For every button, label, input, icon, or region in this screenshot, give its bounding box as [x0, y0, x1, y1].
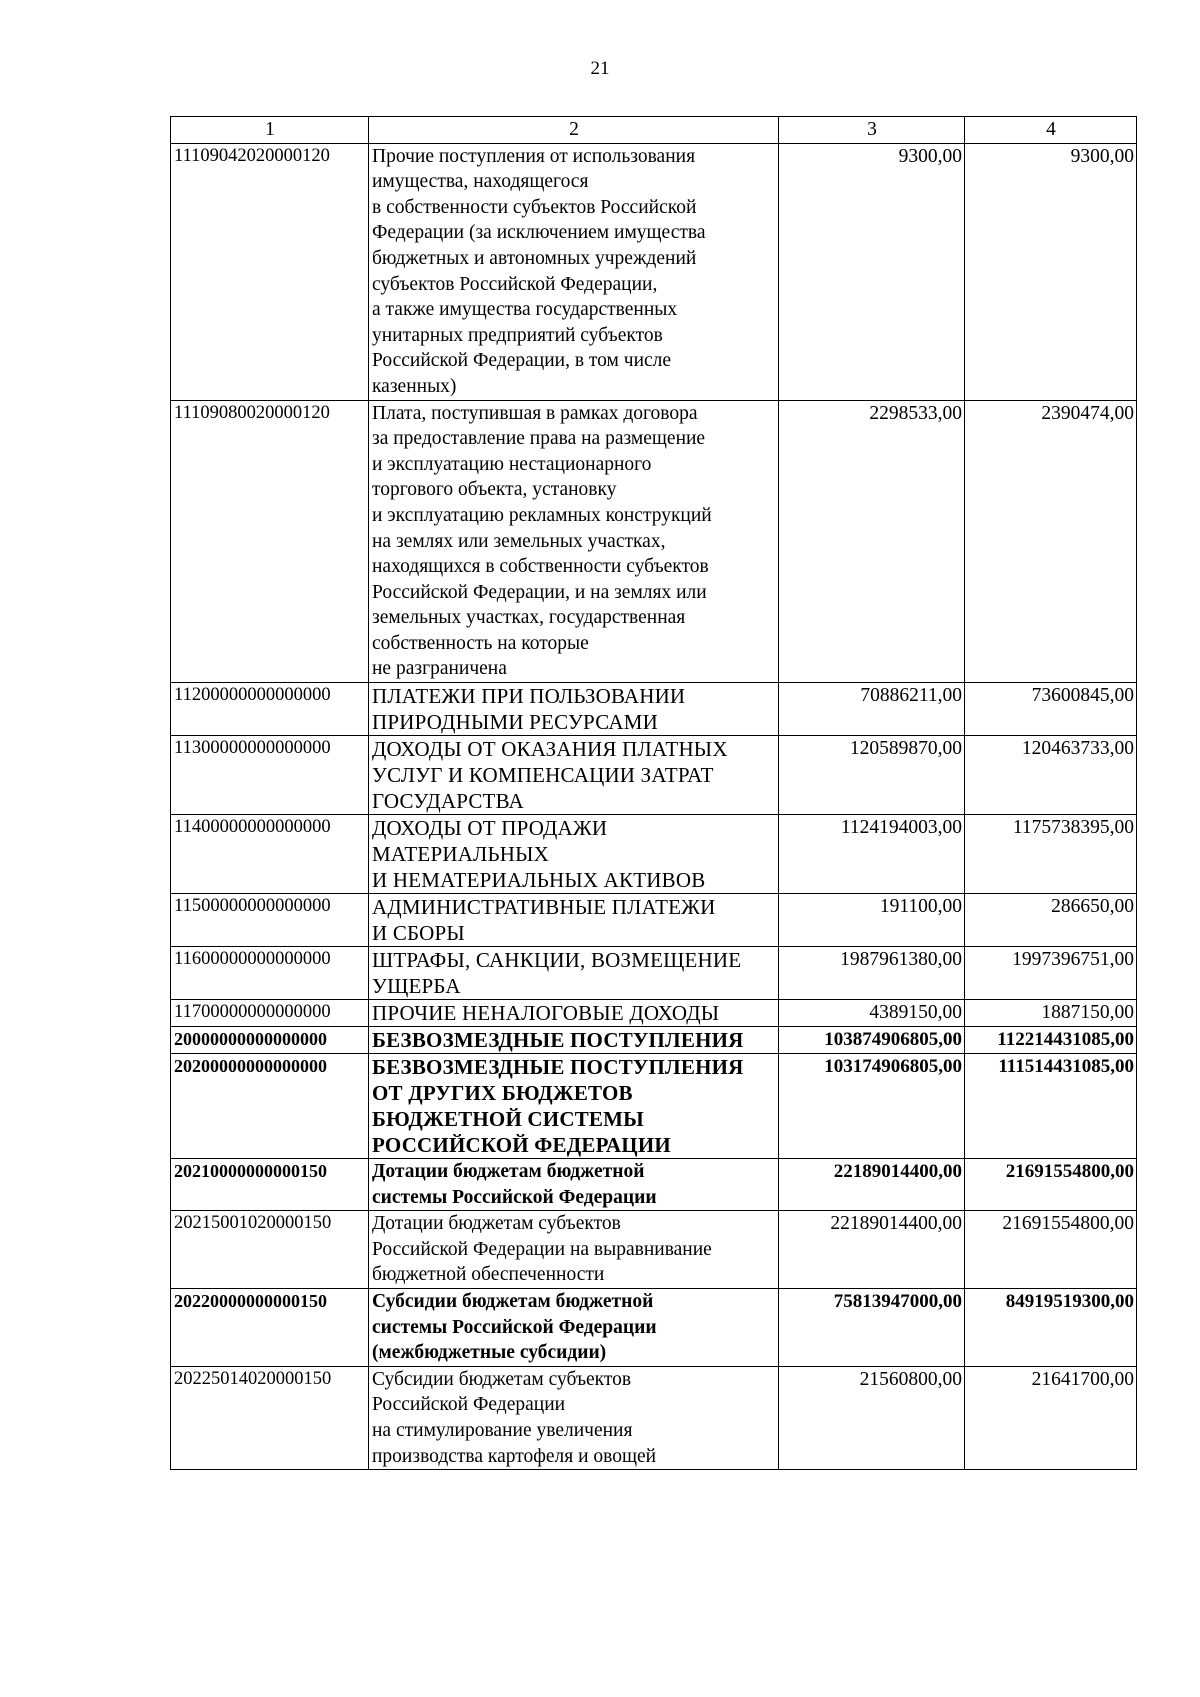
amount-col3-cell: 22189014400,00 — [779, 1159, 965, 1211]
column-header-4: 4 — [965, 117, 1137, 144]
table-row — [171, 1054, 1137, 1159]
amount-col4-cell: 111514431085,00 — [965, 1054, 1137, 1159]
budget-code-cell: 11109080020000120 — [171, 400, 369, 683]
revenue-name-text: БЕЗВОЗМЕЗДНЫЕ ПОСТУПЛЕНИЯ — [372, 1028, 744, 1053]
budget-code-cell: 11300000000000000 — [171, 736, 369, 815]
table-row — [171, 1366, 1137, 1469]
budget-code-cell: 11400000000000000 — [171, 815, 369, 894]
amount-col4-cell: 73600845,00 — [965, 683, 1137, 736]
amount-col3-cell: 9300,00 — [779, 143, 965, 400]
revenue-name-cell — [369, 815, 779, 894]
revenue-name-cell — [369, 1159, 779, 1211]
budget-code-cell: 11109042020000120 — [171, 143, 369, 400]
revenue-name-text: Плата, поступившая в рамках договора за предоставление права на размещение и эксплуатацию нестационарного торгового объекта, установку и эксплуатацию рекламных конструкций на землях или земельных участках, находящихся в собственности субъектов Российской Федерации, и на землях или земельных участках, государственная собственность на которые не разграничена — [372, 402, 712, 680]
amount-col4-cell: 9300,00 — [965, 143, 1137, 400]
table-row — [171, 1289, 1137, 1367]
budget-code-cell: 20220000000000150 — [171, 1289, 369, 1367]
page-number: 21 — [590, 58, 610, 79]
revenue-name-cell — [369, 1289, 779, 1367]
amount-col4-cell: 1887150,00 — [965, 1000, 1137, 1027]
budget-code-cell: 20210000000000150 — [171, 1159, 369, 1211]
amount-col4-cell: 1997396751,00 — [965, 947, 1137, 1000]
revenue-name-text: ПЛАТЕЖИ ПРИ ПОЛЬЗОВАНИИ ПРИРОДНЫМИ РЕСУРСАМИ — [372, 684, 686, 735]
budget-code-cell: 20225014020000150 — [171, 1366, 369, 1469]
table-row — [171, 143, 1137, 400]
revenue-name-text: ПРОЧИЕ НЕНАЛОГОВЫЕ ДОХОДЫ — [372, 1001, 720, 1026]
revenue-name-cell — [369, 736, 779, 815]
amount-col4-cell: 84919519300,00 — [965, 1289, 1137, 1367]
amount-col3-cell: 191100,00 — [779, 894, 965, 947]
table-row — [171, 947, 1137, 1000]
amount-col3-cell: 75813947000,00 — [779, 1289, 965, 1367]
amount-col3-cell: 120589870,00 — [779, 736, 965, 815]
amount-col4-cell: 286650,00 — [965, 894, 1137, 947]
amount-col3-cell: 70886211,00 — [779, 683, 965, 736]
revenue-name-cell — [369, 894, 779, 947]
amount-col3-cell: 22189014400,00 — [779, 1211, 965, 1289]
revenue-name-text: Прочие поступления от использования имущества, находящегося в собственности субъектов Российской Федерации (за исключением имущества бюджетных и автономных учреждений субъектов Российской Федерации, а также имущества государственных унитарных предприятий субъектов Российской Федерации, в том числе казенных) — [372, 145, 706, 397]
revenue-name-text: Дотации бюджетам субъектов Российской Федерации на выравнивание бюджетной обеспеченности — [372, 1213, 712, 1286]
amount-col3-cell: 1124194003,00 — [779, 815, 965, 894]
table-row — [171, 736, 1137, 815]
table-row — [171, 1000, 1137, 1027]
revenue-name-cell — [369, 683, 779, 736]
column-header-3: 3 — [779, 117, 965, 144]
budget-code-cell: 11500000000000000 — [171, 894, 369, 947]
table-row — [171, 400, 1137, 683]
revenue-name-text: Дотации бюджетам бюджетной системы Российской Федерации — [372, 1161, 657, 1208]
table-row — [171, 1211, 1137, 1289]
budget-code-cell: 11600000000000000 — [171, 947, 369, 1000]
revenue-name-cell — [369, 400, 779, 683]
revenue-name-cell — [369, 1054, 779, 1159]
amount-col4-cell: 2390474,00 — [965, 400, 1137, 683]
column-header-1: 1 — [171, 117, 369, 144]
revenue-name-text: ДОХОДЫ ОТ ОКАЗАНИЯ ПЛАТНЫХ УСЛУГ И КОМПЕНСАЦИИ ЗАТРАТ ГОСУДАРСТВА — [372, 737, 728, 814]
amount-col3-cell: 21560800,00 — [779, 1366, 965, 1469]
budget-code-cell: 20000000000000000 — [171, 1027, 369, 1054]
revenue-name-cell — [369, 1000, 779, 1027]
table-row — [171, 1159, 1137, 1211]
amount-col4-cell: 21691554800,00 — [965, 1159, 1137, 1211]
amount-col4-cell: 112214431085,00 — [965, 1027, 1137, 1054]
amount-col3-cell: 2298533,00 — [779, 400, 965, 683]
revenue-name-text: ДОХОДЫ ОТ ПРОДАЖИ МАТЕРИАЛЬНЫХ И НЕМАТЕРИАЛЬНЫХ АКТИВОВ — [372, 816, 706, 893]
revenue-name-cell — [369, 1211, 779, 1289]
table-row — [171, 683, 1137, 736]
table-header-row — [171, 117, 1137, 144]
revenue-table — [170, 116, 1137, 1470]
revenue-name-text: Субсидии бюджетам бюджетной системы Российской Федерации (межбюджетные субсидии) — [372, 1291, 657, 1364]
budget-code-cell: 11700000000000000 — [171, 1000, 369, 1027]
revenue-name-cell — [369, 143, 779, 400]
budget-code-cell: 11200000000000000 — [171, 683, 369, 736]
amount-col4-cell: 21641700,00 — [965, 1366, 1137, 1469]
revenue-name-cell — [369, 947, 779, 1000]
budget-code-cell: 20215001020000150 — [171, 1211, 369, 1289]
table-row — [171, 1027, 1137, 1054]
budget-code-cell: 20200000000000000 — [171, 1054, 369, 1159]
amount-col3-cell: 4389150,00 — [779, 1000, 965, 1027]
amount-col4-cell: 21691554800,00 — [965, 1211, 1137, 1289]
amount-col3-cell: 1987961380,00 — [779, 947, 965, 1000]
amount-col3-cell: 103874906805,00 — [779, 1027, 965, 1054]
amount-col3-cell: 103174906805,00 — [779, 1054, 965, 1159]
revenue-name-cell — [369, 1366, 779, 1469]
revenue-name-text: БЕЗВОЗМЕЗДНЫЕ ПОСТУПЛЕНИЯ ОТ ДРУГИХ БЮДЖЕТОВ БЮДЖЕТНОЙ СИСТЕМЫ РОССИЙСКОЙ ФЕДЕРАЦИИ — [372, 1055, 744, 1158]
amount-col4-cell: 120463733,00 — [965, 736, 1137, 815]
revenue-name-cell — [369, 1027, 779, 1054]
revenue-name-text: АДМИНИСТРАТИВНЫЕ ПЛАТЕЖИ И СБОРЫ — [372, 895, 716, 946]
revenue-name-text: Субсидии бюджетам субъектов Российской Федерации на стимулирование увеличения производства картофеля и овощей — [372, 1368, 657, 1467]
column-header-2: 2 — [369, 117, 779, 144]
table-row — [171, 894, 1137, 947]
revenue-name-text: ШТРАФЫ, САНКЦИИ, ВОЗМЕЩЕНИЕ УЩЕРБА — [372, 948, 742, 999]
table-row — [171, 815, 1137, 894]
amount-col4-cell: 1175738395,00 — [965, 815, 1137, 894]
